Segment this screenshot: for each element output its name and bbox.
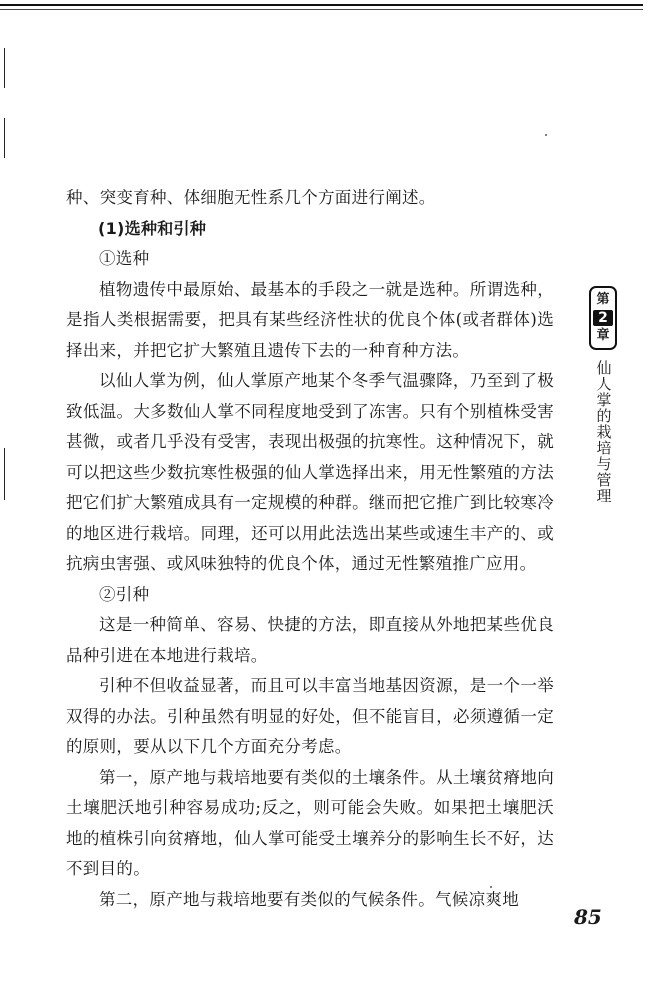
- chapter-number: 2: [593, 310, 613, 326]
- chapter-tab: [587, 286, 619, 520]
- scan-speck: [490, 886, 492, 888]
- header-rule: [0, 4, 643, 6]
- binding-mark: [4, 48, 5, 88]
- subsection-heading: ②引种: [99, 584, 150, 604]
- binding-mark: [4, 118, 5, 158]
- chapter-label-post: 章: [596, 328, 610, 343]
- paragraph: 以仙人掌为例，仙人掌原产地某个冬季气温骤降，乃至到了极致低温。大多数仙人掌不同程度地受到了冻害。只有个别植株受害甚微，或者几乎没有受害，表现出极强的抗寒性。这种情况下，就可以把这些少数抗寒性极强的仙人掌选择出来，用无性繁殖的方法把它们扩大繁殖成具有一定规模的种群。继而把它推广到比较寒冷的地区进行栽培。同理，还可以用此法选出某些或速生丰产的、或抗病虫害强、或风味独特的优良个体，通过无性繁殖推广应用。: [66, 371, 554, 573]
- paragraph: 植物遗传中最原始、最基本的手段之一就是选种。所谓选种，是指人类根据需要，把具有某些经济性状的优良个体(或者群体)选择出来，并把它扩大繁殖且遗传下去的一种育种方法。: [66, 279, 554, 360]
- subsection-heading: ①选种: [99, 249, 150, 268]
- chapter-number-box: [589, 286, 617, 350]
- header-rule-thin: [0, 9, 643, 10]
- paragraph: 第一，原产地与栽培地要有类似的土壤条件。从土壤贫瘠地向土壤肥沃地引种容易成功;反之，则可能会失败。如果把土壤肥沃地的植株引向贫瘠地，仙人掌可能受土壤养分的影响生长不好，达不到目的。: [66, 767, 554, 878]
- chapter-title: 仙人掌的栽培与管理: [594, 360, 613, 504]
- paragraph: 引种不但收益显著，而且可以丰富当地基因资源，是一个一举双得的办法。引种虽然有明显的好处，但不能盲目，必须遵循一定的原则，要从以下几个方面充分考虑。: [66, 676, 554, 756]
- chapter-label-pre: 第: [596, 292, 610, 307]
- section-heading: (1)选种和引种: [98, 218, 207, 238]
- paragraph: 种、突变育种、体细胞无性系几个方面进行阐述。: [66, 188, 436, 207]
- paragraph: 这是一种简单、容易、快捷的方法，即直接从外地把某些优良品种引进在本地进行栽培。: [66, 615, 554, 665]
- scan-speck: [545, 134, 547, 136]
- page-number: 85: [574, 905, 602, 929]
- binding-mark: [4, 448, 5, 500]
- paragraph: 第二，原产地与栽培地要有类似的气候条件。气候凉爽地: [99, 889, 519, 909]
- body-text: [66, 183, 554, 915]
